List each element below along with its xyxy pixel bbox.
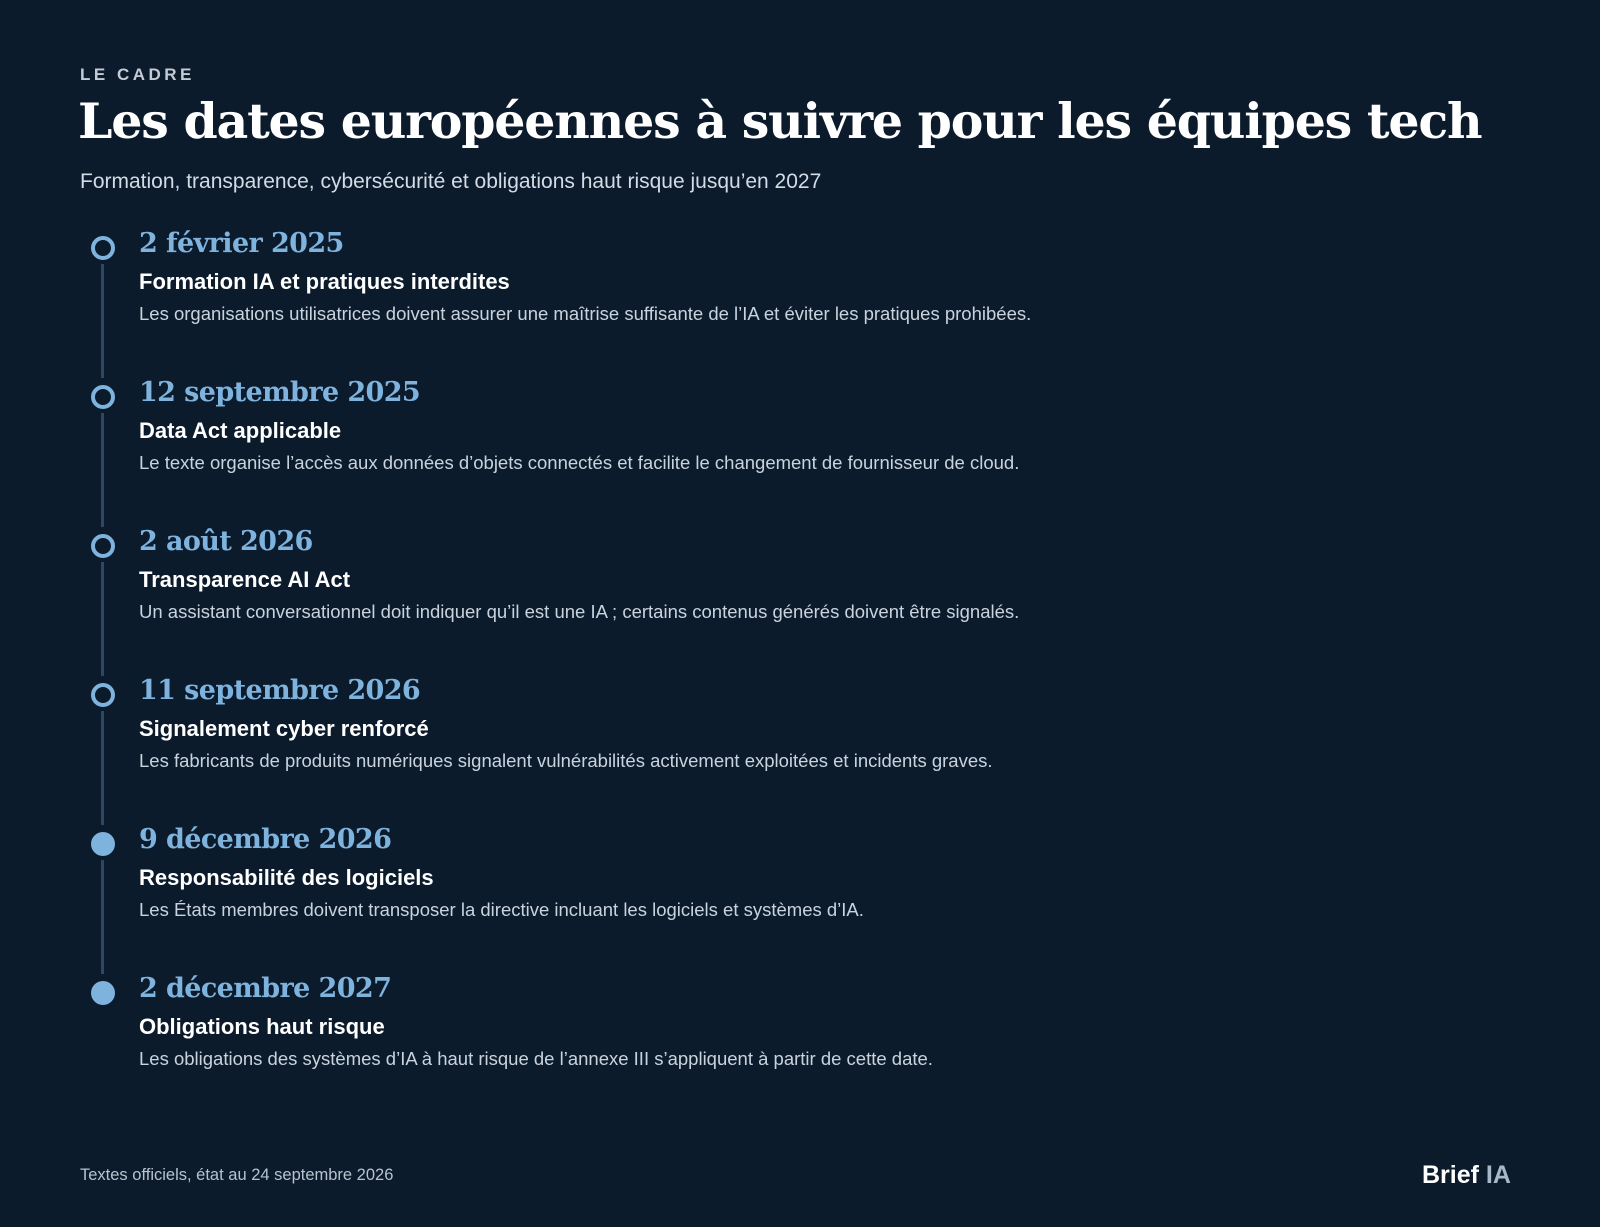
event-description: Les organisations utilisatrices doivent assurer une maîtrise suffisante de l’IA et éviter les pratiques prohibées. [139,303,1032,324]
timeline-connector [101,264,104,378]
event-date: 2 février 2025 [139,228,344,259]
timeline-connector [101,860,104,974]
event-title: Obligations haut risque [139,1014,385,1039]
brand-secondary: IA [1485,1161,1511,1189]
brand-primary: Brief [1422,1161,1479,1189]
ring-icon [91,236,115,260]
event-date: 2 décembre 2027 [139,973,392,1004]
event-description: Les obligations des systèmes d’IA à haut risque de l’annexe III s’appliquent à partir de cette date. [139,1048,933,1069]
filled-dot-icon [91,981,115,1005]
event-date: 9 décembre 2026 [139,824,392,855]
page-title: Les dates européennes à suivre pour les équipes tech [78,92,1482,150]
event-date: 11 septembre 2026 [139,675,421,706]
kicker: LE CADRE [80,65,195,84]
event-description: Les fabricants de produits numériques signalent vulnérabilités activement exploitées et incidents graves. [139,750,993,771]
timeline-connector [101,562,104,676]
ring-icon [91,534,115,558]
page-subtitle: Formation, transparence, cybersécurité et obligations haut risque jusqu’en 2027 [80,170,822,193]
event-title: Transparence AI Act [139,567,351,592]
brand-logo [1422,1161,1511,1190]
event-date: 2 août 2026 [139,526,313,557]
event-title: Responsabilité des logiciels [139,865,434,890]
event-description: Un assistant conversationnel doit indiquer qu’il est une IA ; certains contenus générés doivent être signalés. [139,601,1020,622]
filled-dot-icon [91,832,115,856]
timeline-connector [101,413,104,527]
ring-icon [91,385,115,409]
timeline-connector [101,711,104,825]
event-title: Formation IA et pratiques interdites [139,269,510,294]
event-date: 12 septembre 2025 [139,377,421,408]
source-note: Textes officiels, état au 24 septembre 2026 [80,1166,394,1184]
ring-icon [91,683,115,707]
event-description: Les États membres doivent transposer la directive incluant les logiciels et systèmes d’IA. [139,899,864,920]
event-title: Signalement cyber renforcé [139,716,429,741]
event-description: Le texte organise l’accès aux données d’objets connectés et facilite le changement de fournisseur de cloud. [139,452,1020,473]
event-title: Data Act applicable [139,418,342,443]
